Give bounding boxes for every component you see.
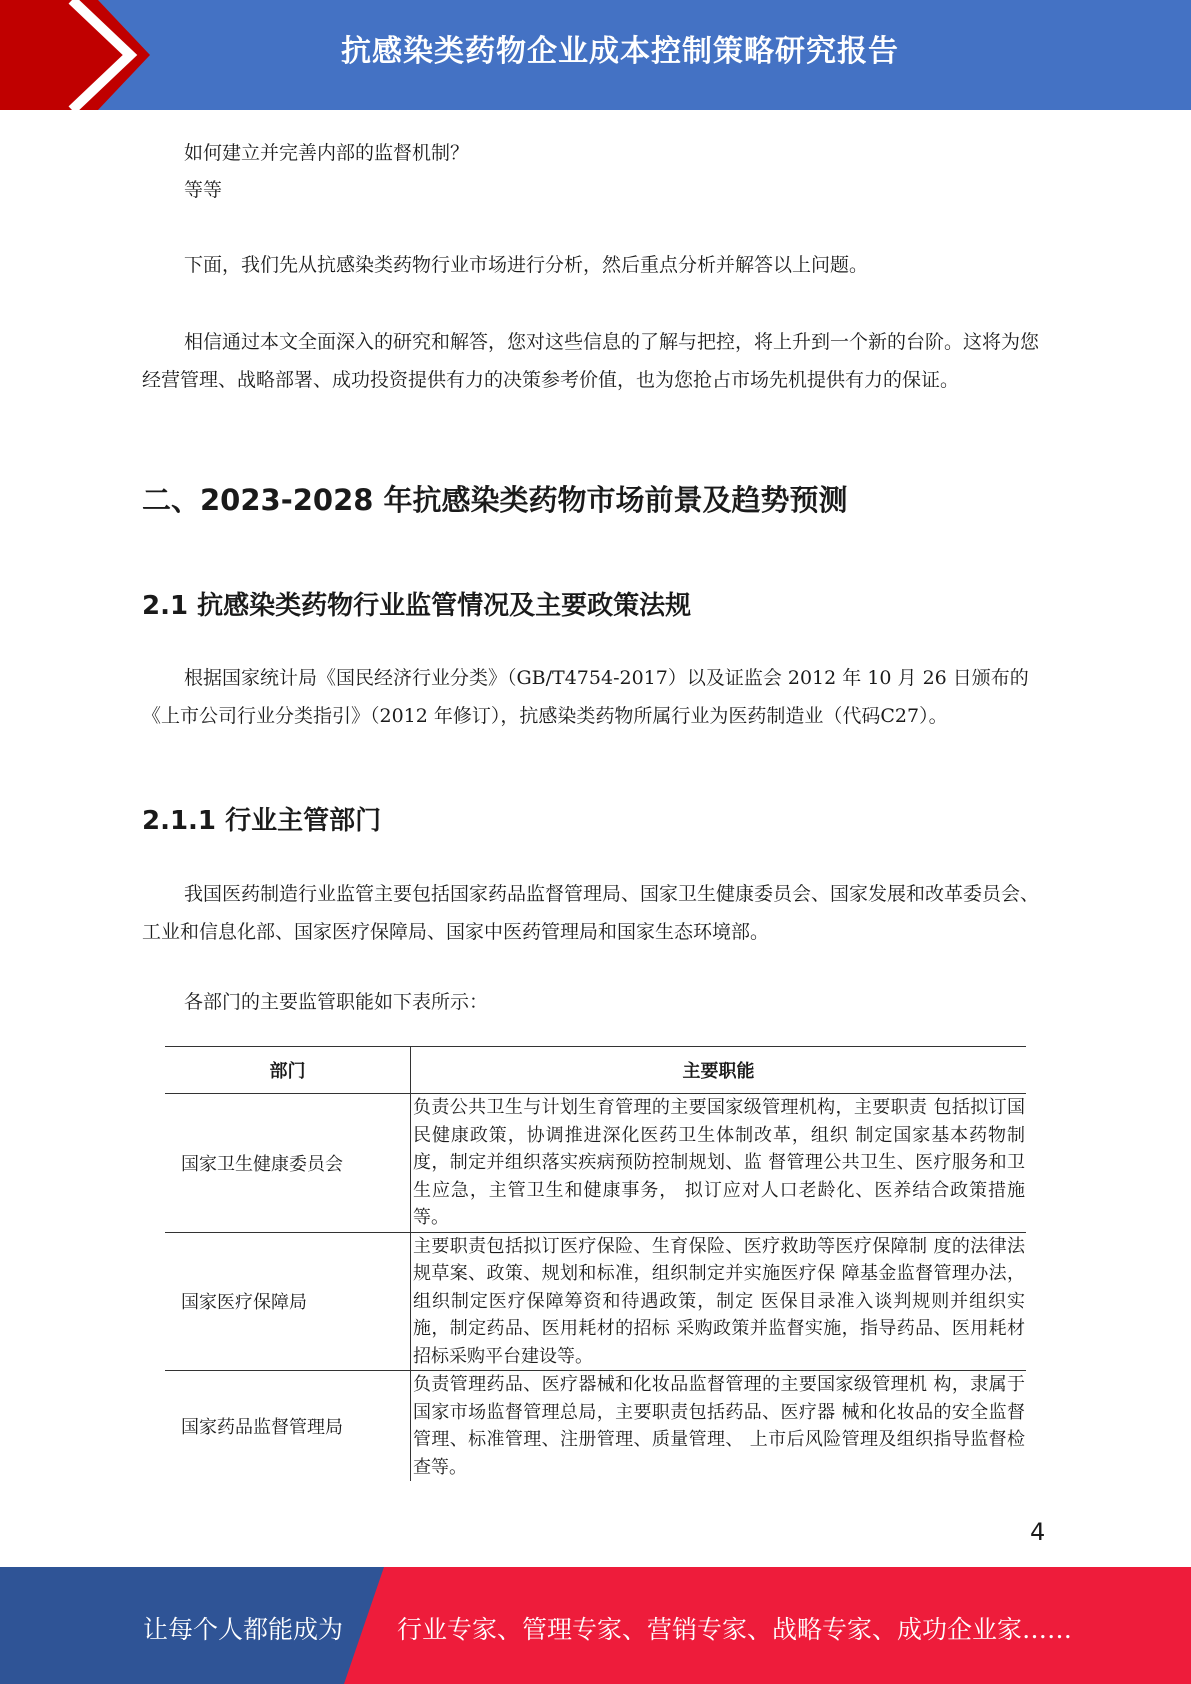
subsubsection-heading: 2.1.1 行业主管部门 bbox=[142, 806, 382, 836]
column-header-function: 主要职能 bbox=[411, 1047, 1027, 1094]
paragraph-value: 相信通过本文全面深入的研究和解答，您对这些信息的了解与把控，将上升到一个新的台阶。这将为您经营管理、战略部署、成功投资提供有力的决策参考价值，也为您抢占市场先机提供有力的保证。 bbox=[142, 331, 1040, 391]
function-cell: 负责公共卫生与计划生育管理的主要国家级管理机构，主要职责 包括拟订国民健康政策，协调推进深化医药卫生体制改革，组织 制定国家基本药物制度，制定并组织落实疾病预防控制规划、监 督管理公共卫生、医疗服务和卫生应急，主管卫生和健康事务， 拟订应对人口老龄化、医养结合政策措施等。 bbox=[411, 1094, 1027, 1233]
table-row bbox=[165, 1094, 1026, 1233]
column-header-dept: 部门 bbox=[165, 1047, 411, 1094]
paragraph-intro: 下面，我们先从抗感染类药物行业市场进行分析，然后重点分析并解答以上问题。 bbox=[184, 254, 869, 276]
section-heading: 二、2023-2028 年抗感染类药物市场前景及趋势预测 bbox=[142, 483, 848, 517]
paragraph-table-intro: 各部门的主要监管职能如下表所示： bbox=[184, 991, 489, 1013]
paragraph-etc: 等等 bbox=[184, 179, 223, 201]
dept-cell: 国家卫生健康委员会 bbox=[165, 1094, 411, 1233]
report-title: 抗感染类药物企业成本控制策略研究报告 bbox=[341, 34, 899, 69]
subsection-heading: 2.1 抗感染类药物行业监管情况及主要政策法规 bbox=[142, 591, 692, 621]
page-footer bbox=[0, 1567, 1191, 1684]
paragraph-departments: 我国医药制造行业监管主要包括国家药品监督管理局、国家卫生健康委员会、国家发展和改革委员会、工业和信息化部、国家医疗保障局、国家中医药管理局和国家生态环境部。 bbox=[142, 883, 1040, 943]
footer-slogan: 让每个人都能成为 bbox=[143, 1615, 344, 1644]
paragraph-question: 如何建立并完善内部的监督机制？ bbox=[184, 142, 470, 164]
page-header bbox=[0, 0, 1191, 110]
dept-cell: 国家医疗保障局 bbox=[165, 1232, 411, 1371]
table-row bbox=[165, 1371, 1026, 1482]
paragraph-classification: 根据国家统计局《国民经济行业分类》（GB/T4754-2017）以及证监会 2012 年 10 月 26 日颁布的《上市公司行业分类指引》（2012 年修订），抗感染类药物所属行业为医药制造业（代码C27）。 bbox=[142, 667, 1029, 727]
dept-cell: 国家药品监督管理局 bbox=[165, 1371, 411, 1482]
regulator-table bbox=[165, 1046, 1026, 1481]
function-cell: 负责管理药品、医疗器械和化妆品监督管理的主要国家级管理机 构，隶属于国家市场监督管理总局，主要职责包括药品、医疗器 械和化妆品的安全监督管理、标准管理、注册管理、质量管理、 上市后风险管理及组织指导监督检查等。 bbox=[413, 1374, 1025, 1478]
table-row bbox=[165, 1232, 1026, 1371]
function-cell: 主要职责包括拟订医疗保险、生育保险、医疗救助等医疗保障制 度的法律法规草案、政策、规划和标准，组织制定并实施医疗保 障基金监督管理办法，组织制定医疗保障筹资和待遇政策，制定 医保目录准入谈判规则并组织实施，制定药品、医用耗材的招标 采购政策并监督实施，指导药品、医用耗材招标采购平台建设等。 bbox=[411, 1232, 1027, 1371]
table-header-row bbox=[165, 1047, 1026, 1094]
page-number: 4 bbox=[1030, 1518, 1046, 1546]
footer-roles: 行业专家、管理专家、营销专家、战略专家、成功企业家…… bbox=[397, 1615, 1073, 1644]
